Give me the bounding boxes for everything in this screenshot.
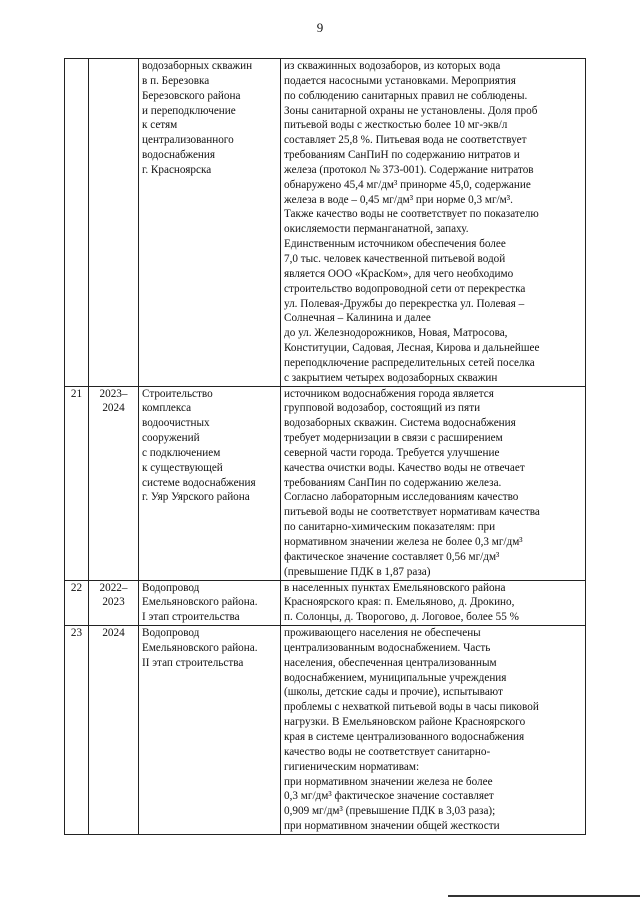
justification-line: питьевой воды не соответствует нормативам качества (284, 506, 540, 519)
table-row (65, 580, 586, 626)
justification-cell (281, 386, 586, 580)
project-name-line: II этап строительства (142, 656, 244, 669)
project-name-cell (139, 59, 281, 387)
project-name-cell (139, 626, 281, 835)
justification-line: Также качество воды не соответствует по показателю (284, 208, 539, 221)
justification-cell (281, 626, 586, 835)
justification-line: (превышение ПДК в 1,87 раза) (284, 565, 431, 578)
table-row (65, 59, 586, 387)
project-name-line: комплекса (142, 402, 192, 415)
project-name-line: Березовского района (142, 89, 241, 102)
justification-line: источником водоснабжения города является (284, 387, 494, 400)
justification-line: нагрузки. В Емельяновском районе Красноярского (284, 716, 526, 729)
row-number-cell (65, 580, 89, 626)
justification-line: при нормативном значении общей жесткости (284, 820, 500, 833)
justification-line: по санитарно-химическим показателям: при (284, 521, 496, 534)
justification-line: 7,0 тыс. человек качественной питьевой водой (284, 252, 506, 265)
bottom-rule (448, 895, 640, 897)
justification-line: Зоны санитарной охраны не установлены. Доля проб (284, 104, 538, 117)
year-line: 2024 (102, 627, 125, 640)
justification-line: при нормативном значении железа не более (284, 775, 493, 788)
justification-line: групповой водозабор, состоящий из пяти (284, 402, 481, 415)
justification-line: Красноярского края: п. Емельяново, д. Дрокино, (284, 596, 515, 609)
project-name-line: Емельяновского района. (142, 596, 258, 609)
justification-line: северной части города. Требуется улучшение (284, 446, 500, 459)
justification-line: качество воды не соответствует санитарно- (284, 745, 491, 758)
table-body (65, 59, 586, 835)
project-name-line: Водопровод (142, 627, 200, 640)
justification-line: питьевой воды с жесткостью более 10 мг-экв/л (284, 119, 508, 132)
project-name-line: г. Красноярска (142, 163, 212, 176)
project-name-line: г. Уяр Уярского района (142, 491, 250, 504)
justification-line: по соблюдению санитарных правил не соблюдены. (284, 89, 528, 102)
justification-line: водозаборных скважин. Система водоснабжения (284, 417, 516, 430)
page-number: 9 (316, 20, 324, 35)
project-name-line: с подключением (142, 446, 221, 459)
project-name-line: в п. Березовка (142, 74, 210, 87)
justification-line: подается насосными установками. Мероприятия (284, 74, 516, 87)
table-row (65, 626, 586, 835)
project-name-line: централизованного (142, 134, 234, 147)
project-name-line: системе водоснабжения (142, 476, 256, 489)
program-table (64, 58, 586, 835)
project-name-cell (139, 386, 281, 580)
implementation-years-cell (89, 59, 139, 387)
justification-cell (281, 580, 586, 626)
justification-line: (школы, детские сады и прочие), испытывают (284, 686, 503, 699)
justification-line: гигиеническим нормативам: (284, 760, 420, 773)
project-name-line: водозаборных скважин (142, 60, 253, 72)
justification-line: составляет 25,8 %. Питьевая вода не соответствует (284, 134, 527, 147)
justification-line: строительство водопроводной сети от перекрестка (284, 282, 526, 295)
justification-line: переподключение распределительных сетей поселка (284, 356, 535, 369)
table-row (65, 386, 586, 580)
project-name-line: к существующей (142, 461, 223, 474)
project-name-line: сооружений (142, 432, 200, 445)
justification-line: Солнечная – Калинина и далее (284, 312, 431, 325)
project-name-line: I этап строительства (142, 611, 240, 624)
justification-line: до ул. Железнодорожников, Новая, Матросова, (284, 327, 508, 340)
justification-line: является ООО «КрасКом», для чего необходимо (284, 267, 514, 280)
justification-line: края в системе централизованного водоснабжения (284, 730, 525, 743)
justification-line: централизованным водоснабжением. Часть (284, 641, 491, 654)
justification-line: ул. Полевая-Дружбы до перекрестка ул. Полевая – (284, 297, 525, 310)
justification-line: 0,3 мг/дм³ фактическое значение составляет (284, 790, 494, 803)
row-number-cell (65, 626, 89, 835)
justification-line: окисляемости перманганатной, запаху. (284, 223, 469, 236)
justification-line: п. Солонцы, д. Творогово, д. Логовое, более 55 % (284, 611, 519, 624)
justification-line: 0,909 мг/дм³ (превышение ПДК в 3,03 раза); (284, 805, 496, 818)
justification-line: из скважинных водозаборов, из которых вода (284, 60, 501, 72)
justification-line: железа (протокол № 373-001). Содержание нитратов (284, 163, 534, 176)
justification-line: фактическое значение составляет 0,56 мг/дм³ (284, 550, 500, 563)
row-number: 21 (70, 387, 83, 400)
row-number-cell (65, 386, 89, 580)
justification-line: нормативном значении железа не более 0,3 мг/дм³ (284, 536, 523, 548)
justification-line: с закрытием четырех водозаборных скважин (284, 371, 498, 384)
year-line: 2023– (99, 387, 128, 400)
project-name-cell (139, 580, 281, 626)
justification-line: Конституции, Садовая, Лесная, Кирова и дальнейшее (284, 342, 540, 355)
justification-line: требует модернизации в связи с расширением (284, 432, 503, 445)
justification-line: проблемы с нехваткой питьевой воды в часы пиковой (284, 701, 539, 714)
justification-line: обнаружено 45,4 мг/дм³ принорме 45,0, содержание (284, 178, 531, 191)
year-line: 2023 (102, 596, 125, 609)
justification-line: требованиям СанПиН по содержанию нитратов и (284, 149, 520, 162)
row-number: 23 (70, 627, 83, 640)
project-name-line: к сетям (142, 119, 178, 132)
justification-line: железа в воде – 0,45 мг/дм³ при норме 0,3 мг/м³. (284, 193, 513, 206)
project-name-line: Строительство (142, 387, 213, 400)
justification-line: населения, обеспеченная централизованным (284, 656, 497, 669)
justification-line: Единственным источником обеспечения более (284, 238, 506, 251)
project-name-line: водоснабжения (142, 149, 216, 162)
implementation-years-cell (89, 386, 139, 580)
justification-line: качества очистки воды. Качество воды не отвечает (284, 461, 525, 474)
project-name-line: Емельяновского района. (142, 641, 258, 654)
implementation-years-cell (89, 626, 139, 835)
justification-line: Согласно лабораторным исследованиям качество (284, 491, 519, 504)
year-line: 2022– (99, 581, 128, 594)
justification-line: требованиям СанПин по содержанию железа. (284, 476, 502, 489)
year-line: 2024 (102, 402, 125, 415)
project-name-line: и переподключение (142, 104, 236, 117)
row-number-cell (65, 59, 89, 387)
justification-line: водоснабжением, муниципальные учреждения (284, 671, 507, 684)
row-number: 22 (70, 581, 83, 594)
project-name-line: водоочистных (142, 417, 210, 430)
implementation-years-cell (89, 580, 139, 626)
justification-cell (281, 59, 586, 387)
project-name-line: Водопровод (142, 581, 200, 594)
justification-line: проживающего населения не обеспечены (284, 627, 481, 640)
justification-line: в населенных пунктах Емельяновского района (284, 581, 506, 594)
